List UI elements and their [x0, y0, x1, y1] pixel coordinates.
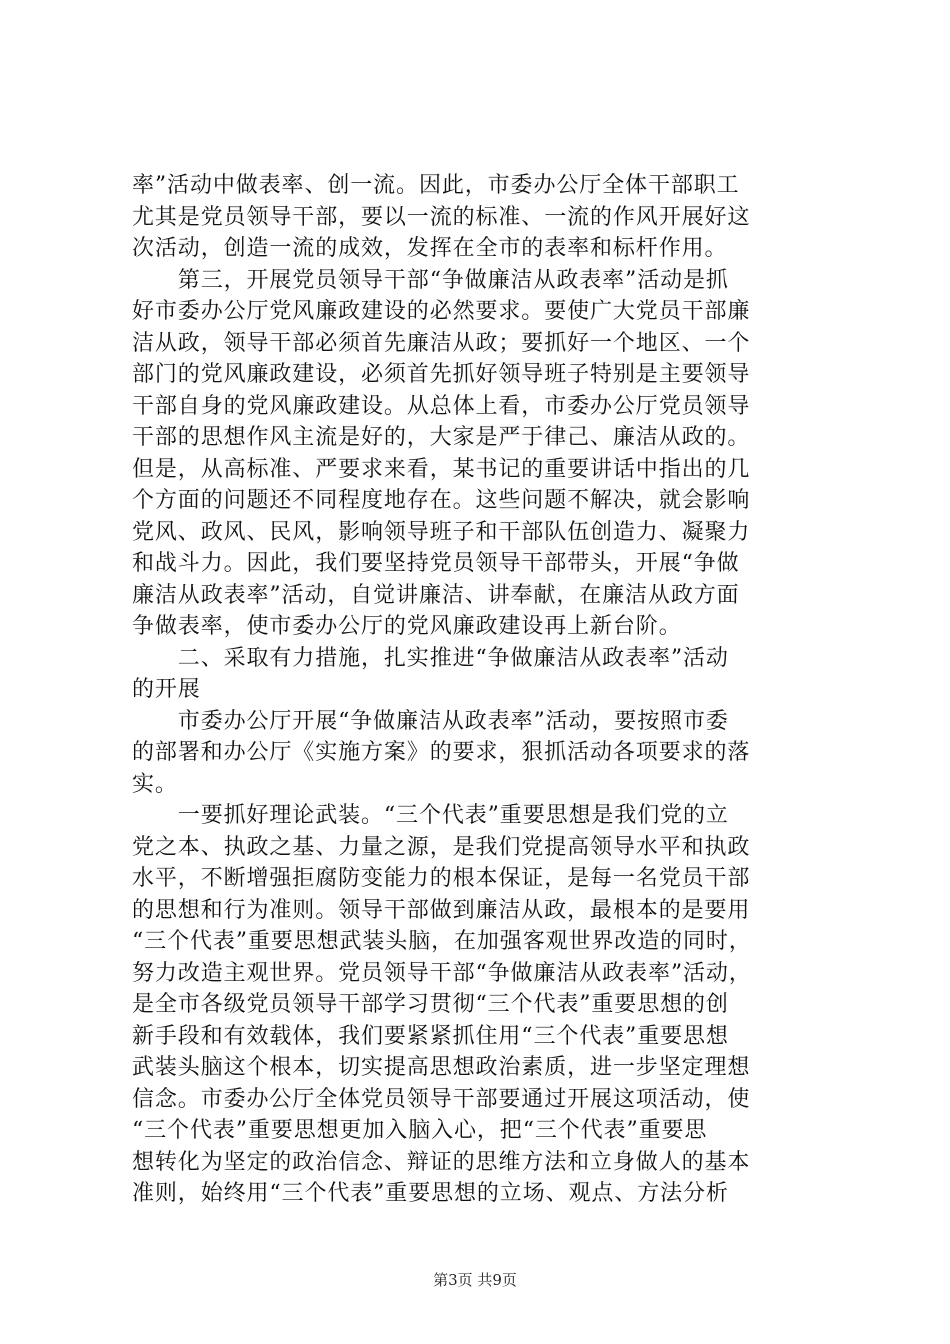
text-line: 个方面的问题还不同程度地存在。这些问题不解决，就会影响: [132, 488, 751, 513]
text-line: 的开展: [132, 677, 201, 702]
text-line: 信念。市委办公厅全体党员领导干部要通过开展这项活动，使: [132, 1086, 751, 1112]
text-line: 的部署和办公厅《实施方案》的要求，狠抓活动各项要求的落: [132, 740, 751, 765]
text-line: “三个代表”重要思想武装头脑，在加强客观世界改造的同时，: [132, 929, 752, 954]
text-line: 实。: [132, 771, 178, 797]
body-text: [132, 170, 832, 1210]
text-line: 部门的党风廉政建设，必须首先抓好领导班子特别是主要领导: [132, 362, 751, 387]
text-line: 尤其是党员领导干部，要以一流的标准、一流的作风开展好这: [132, 204, 751, 230]
text-line: 二、采取有力措施，扎实推进“争做廉洁从政表率”活动: [132, 645, 729, 671]
text-line: 干部的思想作风主流是好的，大家是严于律己、廉洁从政的。: [132, 425, 751, 450]
text-line: 争做表率，使市委办公厅的党风廉政建设再上新台阶。: [132, 614, 682, 639]
text-line: 率”活动中做表率、创一流。因此，市委办公厅全体干部职工: [132, 173, 740, 198]
text-line: 市委办公厅开展“争做廉洁从政表率”活动，要按照市委: [132, 708, 729, 734]
text-line: 干部自身的党风廉政建设。从总体上看，市委办公厅党员领导: [132, 393, 751, 419]
text-line: 好市委办公厅党风廉政建设的必然要求。要使广大党员干部廉: [132, 299, 751, 324]
text-line: 次活动，创造一流的成效，发挥在全市的表率和标杆作用。: [132, 236, 728, 261]
text-line: 第三，开展党员领导干部“争做廉洁从政表率”活动是抓: [132, 267, 729, 293]
text-line: 武装头脑这个根本，切实提高思想政治素质，进一步坚定理想: [132, 1055, 751, 1080]
text-line: “三个代表”重要思想更加入脑入心，把“三个代表”重要思: [132, 1118, 708, 1143]
page-footer: 第3页 共9页: [433, 1271, 517, 1289]
text-line: 水平，不断增强拒腐防变能力的根本保证，是每一名党员干部: [132, 866, 751, 891]
text-line: 但是，从高标准、严要求来看，某书记的重要讲话中指出的几: [132, 456, 751, 482]
text-line: 党风、政风、民风，影响领导班子和干部队伍创造力、凝聚力: [132, 519, 751, 545]
text-line: 和战斗力。因此，我们要坚持党员领导干部带头，开展“争做: [132, 551, 740, 576]
text-line: 廉洁从政表率”活动，自觉讲廉洁、讲奉献，在廉洁从政方面: [132, 582, 740, 608]
text-line: 是全市各级党员领导干部学习贯彻“三个代表”重要思想的创: [132, 992, 729, 1017]
text-line: 努力改造主观世界。党员领导干部“争做廉洁从政表率”活动，: [132, 960, 752, 986]
text-line: 新手段和有效载体，我们要紧紧抓住用“三个代表”重要思想: [132, 1023, 729, 1049]
text-line: 洁从政，领导干部必须首先廉洁从政；要抓好一个地区、一个: [132, 330, 751, 356]
text-line: 党之本、执政之基、力量之源，是我们党提高领导水平和执政: [132, 834, 751, 860]
text-line: 准则，始终用“三个代表”重要思想的立场、观点、方法分析: [132, 1181, 729, 1206]
text-line: 的思想和行为准则。领导干部做到廉洁从政，最根本的是要用: [132, 897, 751, 923]
text-line: 一要抓好理论武装。“三个代表”重要思想是我们党的立: [132, 803, 729, 828]
text-line: 想转化为坚定的政治信念、辩证的思维方法和立身做人的基本: [132, 1149, 751, 1175]
